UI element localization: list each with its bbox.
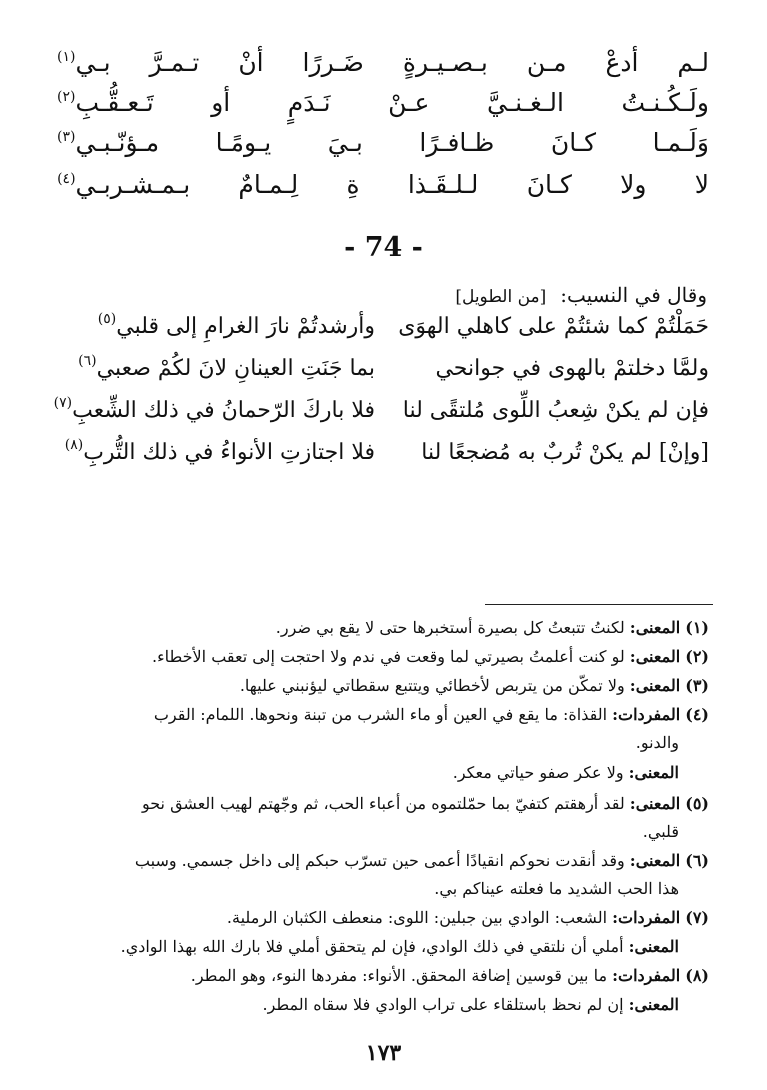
poem-word: لـلـقَـذا xyxy=(407,170,479,199)
page-number: ١٧٣ xyxy=(365,1040,402,1066)
footnote-marker: (٤) xyxy=(57,171,76,187)
footnote-divider xyxy=(485,604,713,605)
footnote-marker: (٧) xyxy=(53,395,73,411)
verse-first-hemistich: [وإنْ] لم يكنْ تُربٌ به مُضجعًا لنا xyxy=(421,440,709,465)
intro-text: وقال في النسيب: xyxy=(560,283,707,307)
poem-word: بـصـيـرةٍ xyxy=(402,48,488,77)
footnote-marker: (١) xyxy=(57,49,76,65)
footnote-marker: (٢) xyxy=(57,89,76,105)
footnote-marker: (٣) xyxy=(57,129,76,145)
top-poem-line xyxy=(55,88,709,117)
footnote-marker: (٦) xyxy=(78,353,97,369)
poem-word: ولَـكُـنـتُ xyxy=(621,88,709,117)
poem-word: لـم xyxy=(677,48,709,77)
poem-word: لِـمـامٌ xyxy=(238,170,299,199)
footnote: المعنى: إن لم نحظ باستلقاء على تراب الوادي فلا سقاه المطر. xyxy=(262,995,679,1014)
top-poem-line xyxy=(55,128,709,157)
footnote: (٦) المعنى: وقد أنقدت نحوكم انقيادًا أعمى حين تسرّب حبكم إلى داخل جسمي. وسبب xyxy=(134,851,709,870)
poem-word: كـانَ xyxy=(550,128,597,157)
poem-word: ولا xyxy=(620,170,647,199)
poem-word: كـانَ xyxy=(526,170,572,199)
poem-word: أدعْ xyxy=(605,48,639,77)
poem-word: بـي xyxy=(75,48,111,77)
footnote: (٣) المعنى: ولا تمكّن من يتربص لأخطائي ويتتبع سقطاتي ليؤنبني عليها. xyxy=(239,676,709,695)
verse-second-hemistich: وأرشدتُمْ نارَ الغرامِ إلى قلبي$^{(٥)}$ xyxy=(97,311,375,339)
poem-word: نَـدَمٍ xyxy=(287,88,331,117)
verse-second-hemistich: فلا باركَ الرّحمانُ في ذلك الشِّعبِ$^{(٧)}$ xyxy=(53,395,375,423)
poem-word: ةِ xyxy=(346,170,360,199)
footnote: (٤) المفردات: القذاة: ما يقع في العين أو ماء الشرب من تبنة ونحوها. اللمام: القرب xyxy=(153,705,709,724)
poem-word: مـن xyxy=(526,48,567,77)
poem-word: ظـافـرًا xyxy=(419,128,495,157)
footnote: (٨) المفردات: ما بين قوسين إضافة المحقق. الأنواء: مفردها النوء، وهو المطر. xyxy=(190,966,709,985)
poem-word: ضَـررًا xyxy=(302,48,364,77)
poem-word: تَـعـقُّـبِ xyxy=(75,88,154,117)
footnote-continuation: هذا الحب الشديد ما فعلته عيناكم بي. xyxy=(434,879,679,898)
verse-first-hemistich: حَمَلْتُمْ كما شئتُمْ على كاهلي الهوَى xyxy=(398,314,709,339)
footnote: (١) المعنى: لكنتُ تتبعتُ كل بصيرة أستخبرها حتى لا يقع بي ضرر. xyxy=(275,618,709,637)
verse-second-hemistich: فلا اجتازتِ الأنواءُ في ذلك التُّربِ$^{(٨)}$ xyxy=(64,437,375,465)
footnote-marker: (٨) xyxy=(64,437,84,453)
footnote: (٥) المعنى: لقد أرهقتم كتفيّ بما حمّلتموه من أعباء الحب، ثم وجّهتم لهيب العشق نحو xyxy=(141,794,709,813)
verse-first-hemistich: فإن لم يكنْ شِعبُ اللِّوى مُلتقًى لنا xyxy=(402,398,709,423)
top-poem-line xyxy=(55,170,709,199)
poem-word: يـومًـا xyxy=(215,128,272,157)
poem-intro xyxy=(455,283,707,307)
verse-first-hemistich: ولمَّا دخلتمْ بالهوى في جوانحي xyxy=(435,356,709,381)
verse-second-hemistich: بما جَنَتِ العينانِ لانَ لكُمْ صعبي$^{(٦)}$ xyxy=(78,353,375,381)
footnote: (٢) المعنى: لو كنت أعلمتُ بصيرتي لما وقعت في ندم ولا احتجت إلى تعقب الأخطاء. xyxy=(152,647,709,666)
footnote-continuation: قلبي. xyxy=(642,822,679,841)
poem-word: عـنْ xyxy=(388,88,430,117)
poem-word: مـؤنّـبـي xyxy=(75,128,160,157)
poem-word: وَلَـمـا xyxy=(652,128,709,157)
poem-word: لا xyxy=(694,170,709,199)
poem-word: بـيَ xyxy=(327,128,363,157)
top-poem-line xyxy=(55,48,709,77)
footnote: (٧) المفردات: الشعب: الوادي بين جبلين: اللوى: منعطف الكثبان الرملية. xyxy=(226,908,709,927)
footnote: المعنى: ولا عكر صفو حياتي معكر. xyxy=(452,763,679,782)
poem-word: بـمـشـربـي xyxy=(75,170,191,199)
poem-word: تـمـرَّ xyxy=(149,48,200,77)
poem-word: الـغـنـيَّ xyxy=(486,88,564,117)
footnote-continuation: والدنو. xyxy=(635,733,679,752)
poem-word: أنْ xyxy=(238,48,264,77)
footnote-marker: (٥) xyxy=(97,311,117,327)
poem-word: أو xyxy=(211,88,231,117)
meter-label: [من الطويل] xyxy=(455,287,547,307)
poem-number: - 74 - xyxy=(344,232,423,263)
footnote: المعنى: أملي أن نلتقي في ذلك الوادي، فإن لم يتحقق أملي فلا بارك الله بهذا الوادي. xyxy=(120,937,679,956)
